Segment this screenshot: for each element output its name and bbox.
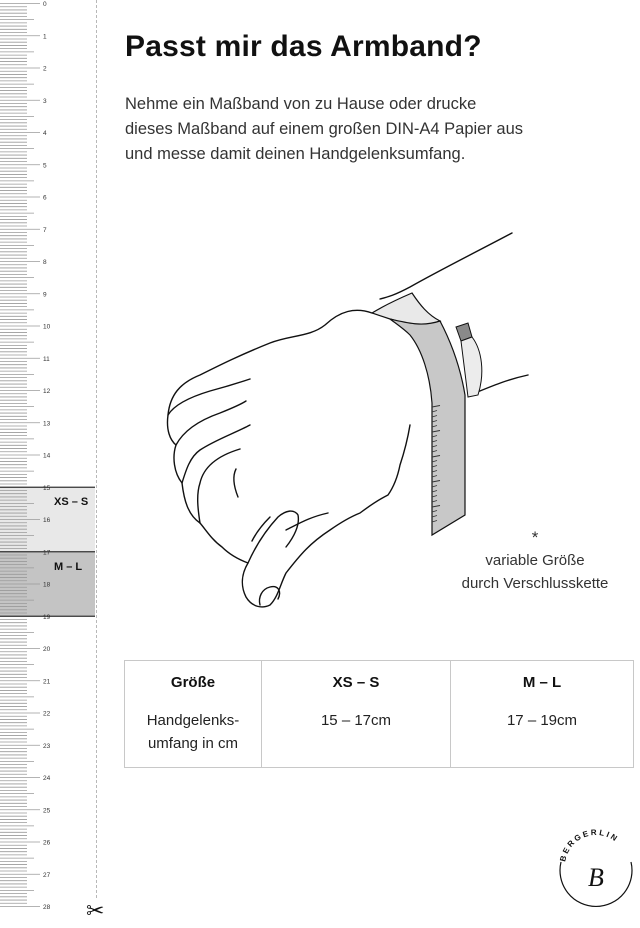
svg-text:18: 18 [43,581,51,589]
svg-text:3: 3 [43,97,47,105]
intro-line: und messe damit deinen Handgelenksumfang. [125,145,466,163]
svg-text:10: 10 [43,323,51,331]
table-header-row [125,661,634,706]
cut-line [96,0,97,898]
svg-text:4: 4 [43,130,47,137]
logo-monogram: B [588,863,604,892]
svg-text:19: 19 [43,613,51,621]
ruler-ticks [0,0,100,928]
svg-text:12: 12 [43,388,51,395]
intro-line: Nehme ein Maßband von zu Hause oder drucke [125,95,477,113]
intro-text [125,92,625,167]
size-band-label: M – L [54,560,83,573]
row-label-line: umfang in cm [147,735,239,752]
svg-text:21: 21 [43,678,51,686]
logo-brand-text: BERGERLIN [558,828,621,863]
svg-text:17: 17 [43,549,51,557]
svg-text:7: 7 [43,226,47,234]
size-band-label: XS – S [54,496,89,509]
svg-text:2: 2 [43,65,47,73]
scissors-icon: ✂ [86,898,105,923]
variable-size-note [430,526,640,595]
row-label-line: Handgelenks- [146,712,240,729]
svg-text:24: 24 [43,775,51,782]
svg-text:9: 9 [43,291,47,299]
header-xs-s: XS – S [262,661,451,706]
svg-text:5: 5 [43,162,47,170]
value-xs-s: 15 – 17cm [262,705,451,768]
svg-text:13: 13 [43,420,51,428]
svg-text:26: 26 [43,839,51,847]
svg-text:6: 6 [43,194,47,202]
header-size: Größe [125,661,262,706]
svg-text:BERGERLIN [558,828,620,862]
asterisk-marker: * [531,528,539,547]
note-line: durch Verschlusskette [461,575,609,592]
svg-text:27: 27 [43,871,51,879]
intro-line: dieses Maßband auf einem großen DIN-A4 Papier aus [125,120,524,138]
svg-text:0: 0 [43,1,47,8]
svg-text:8: 8 [43,259,47,266]
row-label [125,705,262,768]
size-table [124,660,634,768]
svg-text:11: 11 [43,355,50,363]
svg-text:1: 1 [43,33,47,41]
svg-text:14: 14 [43,452,51,460]
measuring-tape-ruler [0,0,100,928]
page-title: Passt mir das Armband? [125,30,482,63]
bergerlin-logo [555,828,637,910]
svg-text:20: 20 [43,646,51,653]
svg-text:15: 15 [43,484,51,492]
svg-text:22: 22 [43,710,51,718]
value-m-l: 17 – 19cm [451,705,634,768]
note-line: variable Größe [485,552,585,569]
svg-text:16: 16 [43,517,51,524]
header-m-l: M – L [451,661,634,706]
svg-text:23: 23 [43,742,51,750]
svg-text:25: 25 [43,807,51,815]
svg-text:28: 28 [43,904,51,911]
table-row [125,705,634,768]
